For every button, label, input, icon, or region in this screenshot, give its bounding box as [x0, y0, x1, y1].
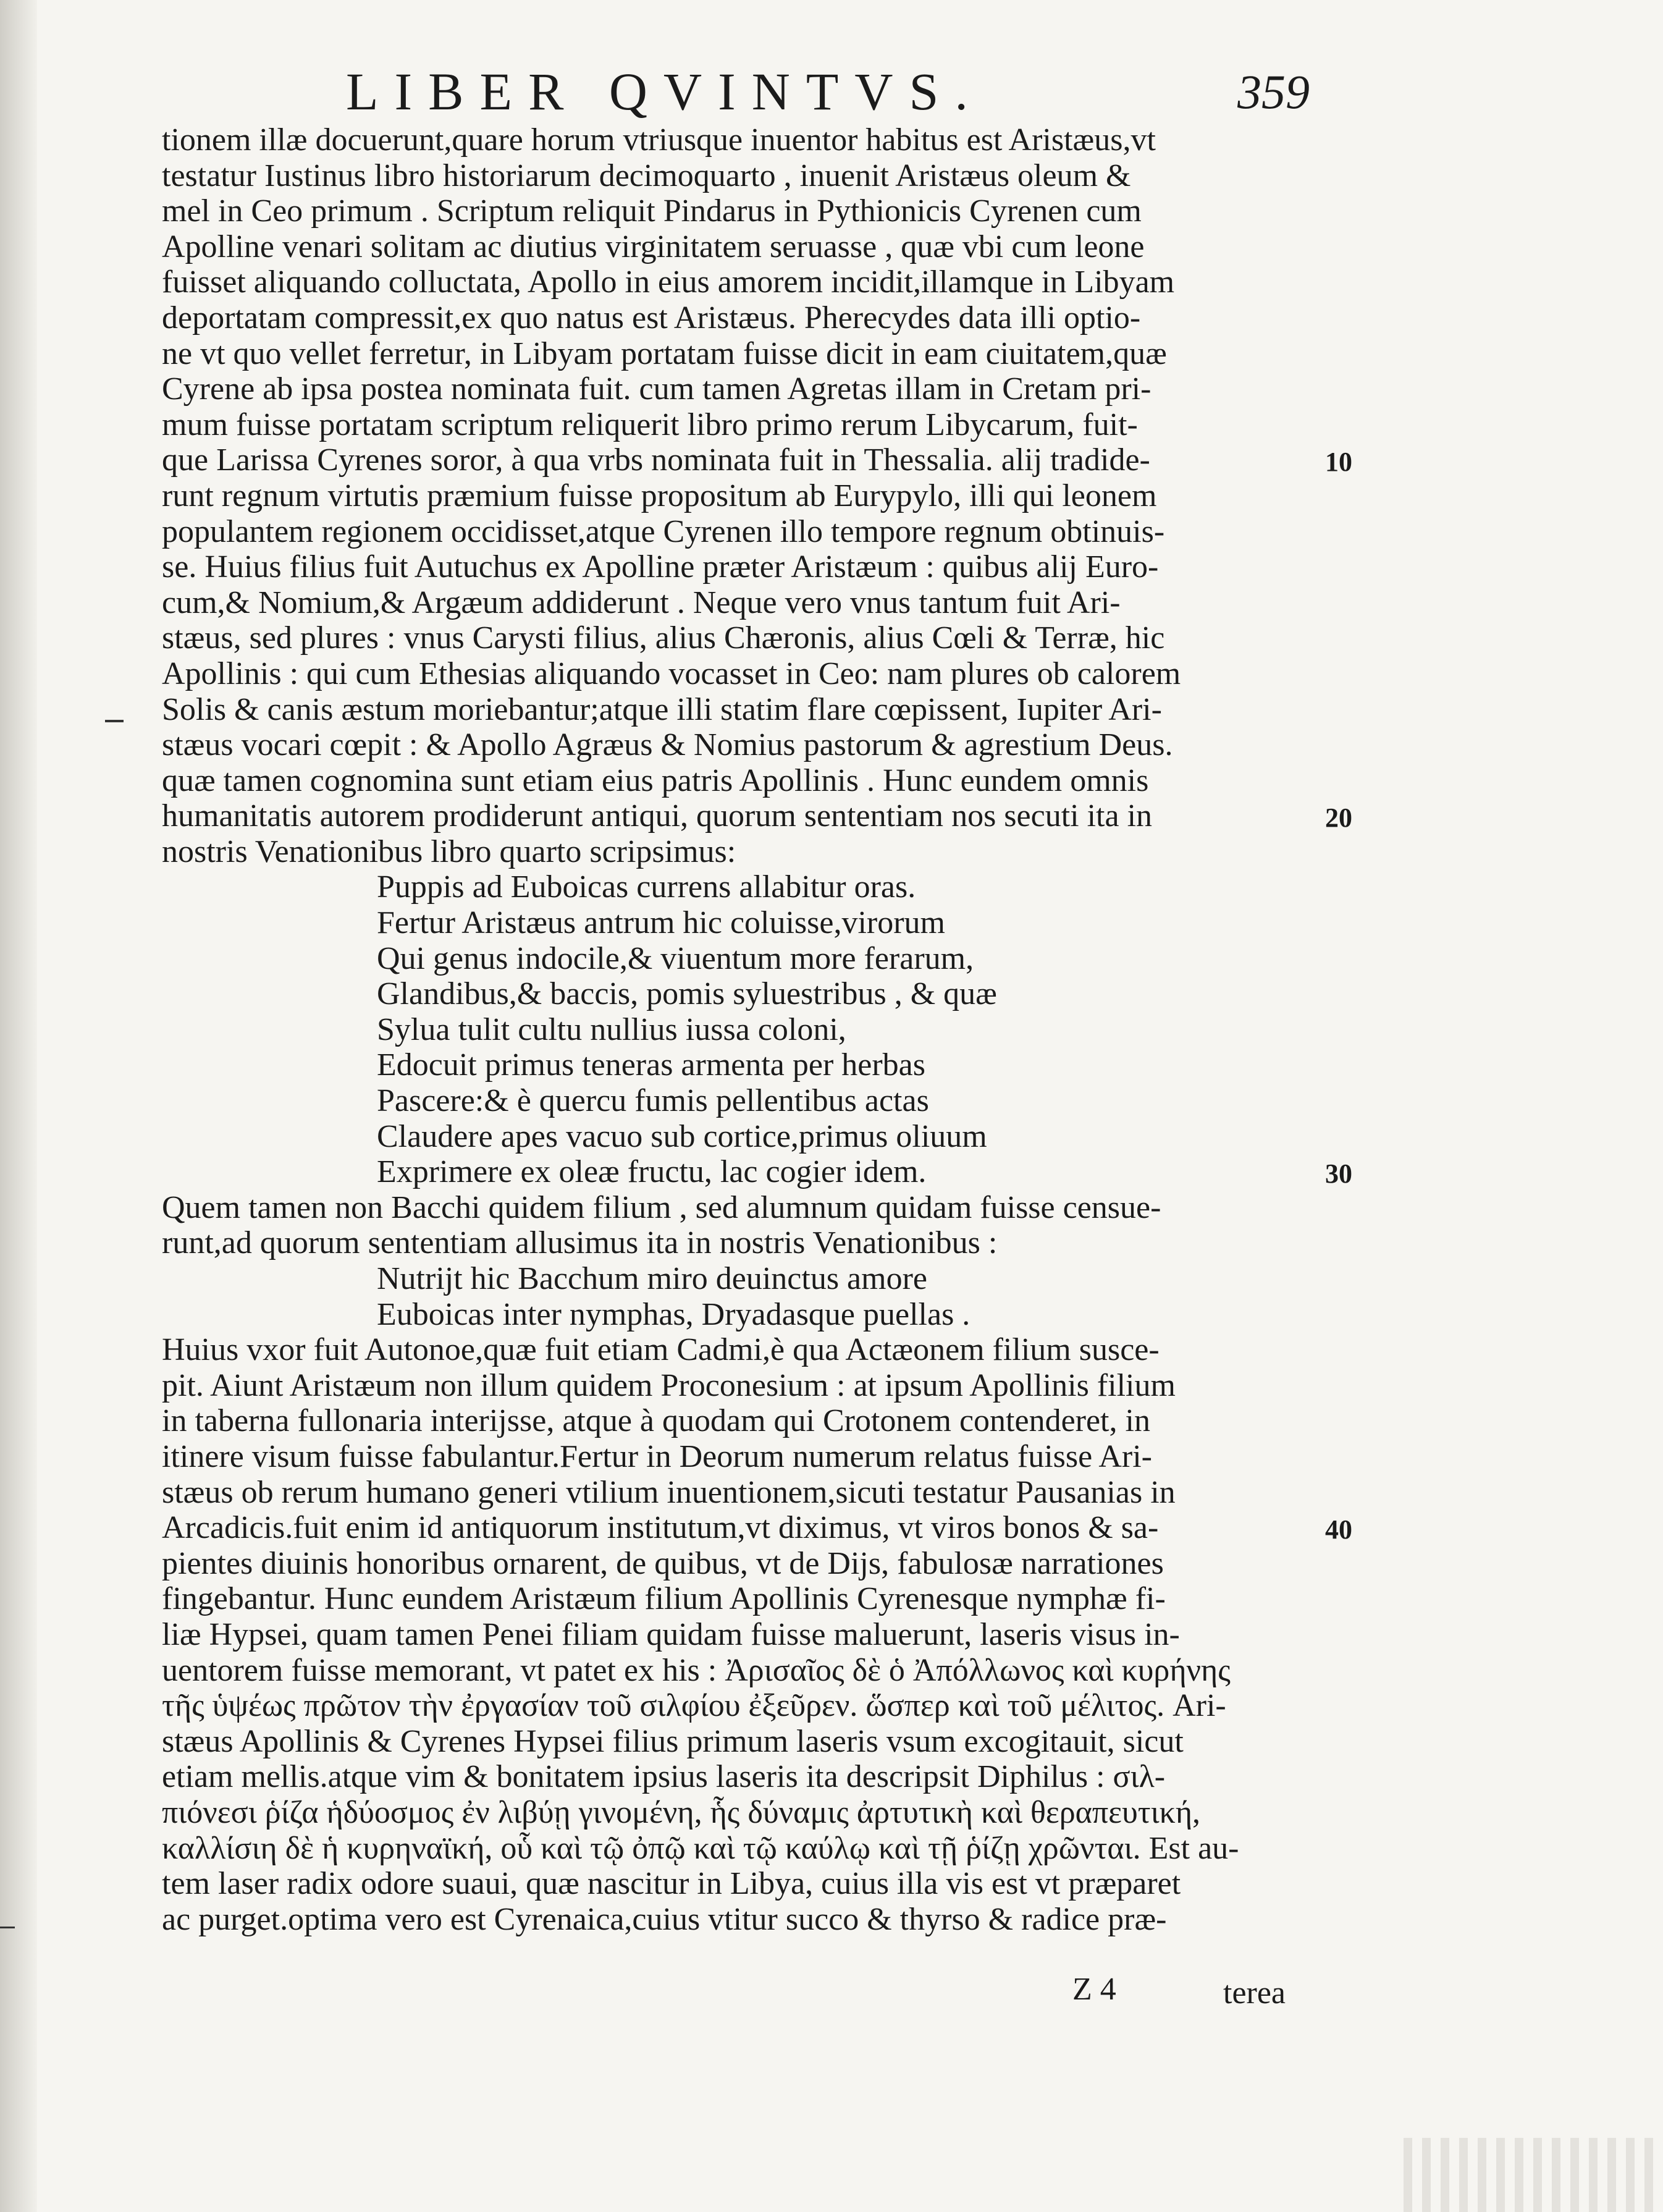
margin-line-number: 20	[1325, 803, 1352, 834]
body-text	[162, 122, 1311, 1937]
verse-line: Claudere apes vacuo sub cortice,primus oliuum	[377, 1118, 987, 1154]
text-line: fuisset aliquando colluctata, Apollo in eius amorem incidit,illamque in Libyam	[162, 264, 1175, 300]
verse-line: Exprimere ex oleæ fructu, lac cogier idem.	[377, 1154, 927, 1190]
text-line: liæ Hypsei, quam tamen Penei filiam quidam fuisse maluerunt, laseris visus in-	[162, 1616, 1180, 1652]
text-line: τῆς ὑψέως πρῶτον τὴν ἐργασίαν τοῦ σιλφίου ἐξεῦρεν. ὥσπερ καὶ τοῦ μέλιτος. Ari-	[162, 1688, 1226, 1724]
text-line: tem laser radix odore suaui, quæ nascitur in Libya, cuius illa vis est vt præparet	[162, 1866, 1181, 1902]
text-line: mum fuisse portatam scriptum reliquerit libro primo rerum Libycarum, fuit-	[162, 407, 1138, 442]
verse-line: Qui genus indocile,& viuentum more ferarum,	[377, 940, 974, 976]
text-line: Solis & canis æstum moriebantur;atque illi statim flare cœpissent, Iupiter Ari-	[162, 691, 1162, 727]
text-line: ac purget.optima vero est Cyrenaica,cuius vtitur succo & thyrso & radice præ-	[162, 1901, 1167, 1937]
text-line: πιόνεσι ῥίζα ἡδύοσμος ἐν λιβύῃ γινομένη, ἧς δύναμις ἀρτυτικὴ καὶ θεραπευτική,	[162, 1794, 1201, 1830]
signature-mark: Z 4	[1072, 1972, 1116, 2007]
text-line: etiam mellis.atque vim & bonitatem ipsius laseris ita descripsit Diphilus : σιλ-	[162, 1759, 1166, 1795]
text-line: cum,& Nomium,& Argæum addiderunt . Neque vero vnus tantum fuit Ari-	[162, 585, 1121, 620]
text-line: se. Huius filius fuit Autuchus ex Apolline præter Aristæum : quibus alij Euro-	[162, 549, 1159, 585]
page-edge-shadow	[1404, 2138, 1663, 2212]
text-line: nostris Venationibus libro quarto scripsimus:	[162, 834, 736, 869]
text-line: καλλίσιη δὲ ἡ κυρηναϊκή, οὗ καὶ τῷ ὀπῷ καὶ τῷ καύλῳ καὶ τῇ ῥίζῃ χρῶνται. Est au-	[162, 1830, 1239, 1866]
text-line: in taberna fullonaria interijsse, atque à quodam qui Crotonem contenderet, in	[162, 1403, 1150, 1439]
verse-line: Sylua tulit cultu nullius iussa coloni,	[377, 1011, 846, 1047]
text-line: ne vt quo vellet ferretur, in Libyam portatam fuisse dicit in eam ciuitatem,quæ	[162, 336, 1167, 371]
text-line: stæus, sed plures : vnus Carysti filius, alius Chæronis, alius Cœli & Terræ, hic	[162, 620, 1165, 656]
text-line: quæ tamen cognomina sunt etiam eius patris Apollinis . Hunc eundem omnis	[162, 762, 1149, 798]
margin-line-number: 40	[1325, 1514, 1352, 1545]
text-line: stæus Apollinis & Cyrenes Hypsei filius primum laseris vsum excogitauit, sicut	[162, 1723, 1184, 1759]
verse-line: Euboicas inter nymphas, Dryadasque puellas .	[377, 1296, 970, 1332]
running-title: LIBER QVINTVS.	[346, 62, 984, 121]
text-line: Apollinis : qui cum Ethesias aliquando vocasset in Ceo: nam plures ob calorem	[162, 656, 1181, 691]
page-header	[346, 61, 1310, 121]
text-line: runt,ad quorum sententiam allusimus ita in nostris Venationibus :	[162, 1225, 998, 1261]
text-line: stæus vocari cœpit : & Apollo Agræus & Nomius pastorum & agrestium Deus.	[162, 727, 1173, 763]
verse-line: Fertur Aristæus antrum hic coluisse,virorum	[377, 905, 946, 941]
text-line: pit. Aiunt Aristæum non illum quidem Proconesium : at ipsum Apollinis filium	[162, 1367, 1176, 1403]
verse-line: Edocuit primus teneras armenta per herbas	[377, 1047, 925, 1083]
text-line: runt regnum virtutis præmium fuisse propositum ab Eurypylo, illi qui leonem	[162, 478, 1157, 513]
text-line: tionem illæ docuerunt,quare horum vtriusque inuentor habitus est Aristæus,vt	[162, 122, 1156, 158]
text-line: Cyrene ab ipsa postea nominata fuit. cum tamen Agretas illam in Cretam pri-	[162, 371, 1151, 407]
text-line: Huius vxor fuit Autonoe,quæ fuit etiam Cadmi,è qua Actæonem filium susce-	[162, 1332, 1160, 1368]
text-line: Arcadicis.fuit enim id antiquorum institutum,vt diximus, vt viros bonos & sa-	[162, 1510, 1159, 1546]
text-line: fingebantur. Hunc eundem Aristæum filium Apollinis Cyrenesque nymphæ fi-	[162, 1581, 1166, 1617]
text-line: mel in Ceo primum . Scriptum reliquit Pindarus in Pythionicis Cyrenen cum	[162, 193, 1142, 229]
verse-line: Nutrijt hic Bacchum miro deuinctus amore	[377, 1261, 927, 1296]
text-line: pientes diuinis honoribus ornarent, de quibus, vt de Dijs, fabulosæ narrationes	[162, 1545, 1164, 1581]
text-line: Apolline venari solitam ac diutius virginitatem seruasse , quæ vbi cum leone	[162, 229, 1145, 264]
text-line: deportatam compressit,ex quo natus est Aristæus. Pherecydes data illi optio-	[162, 300, 1141, 336]
left-edge-rule	[0, 1927, 15, 1928]
text-line: Quem tamen non Bacchi quidem filium , sed alumnum quidam fuisse censue-	[162, 1189, 1161, 1225]
margin-line-number: 10	[1325, 447, 1352, 478]
text-line: humanitatis autorem prodiderunt antiqui, quorum sententiam nos secuti ita in	[162, 798, 1153, 834]
verse-line: Glandibus,& baccis, pomis syluestribus , & quæ	[377, 976, 997, 1012]
text-line: itinere visum fuisse fabulantur.Fertur in Deorum numerum relatus fuisse Ari-	[162, 1438, 1152, 1474]
text-line: populantem regionem occidisset,atque Cyrenen illo tempore regnum obtinuis-	[162, 513, 1165, 549]
page-gutter	[0, 0, 37, 2212]
verse-line: Puppis ad Euboicas currens allabitur oras.	[377, 869, 916, 905]
text-line: stæus ob rerum humano generi vtilium inuentionem,sicuti testatur Pausanias in	[162, 1474, 1176, 1510]
margin-mark	[105, 720, 124, 722]
text-line: que Larissa Cyrenes soror, à qua vrbs nominata fuit in Thessalia. alij tradide-	[162, 442, 1150, 478]
page-number: 359	[1237, 65, 1310, 119]
catchword: terea	[1223, 1975, 1286, 2011]
margin-line-number: 30	[1325, 1159, 1352, 1189]
text-line: uentorem fuisse memorant, vt patet ex his : Ἀρισαῖος δὲ ὁ Ἀπόλλωνος καὶ κυρήνης	[162, 1652, 1231, 1688]
verse-line: Pascere:& è quercu fumis pellentibus actas	[377, 1083, 929, 1119]
text-line: testatur Iustinus libro historiarum decimoquarto , inuenit Aristæus oleum &	[162, 158, 1131, 193]
